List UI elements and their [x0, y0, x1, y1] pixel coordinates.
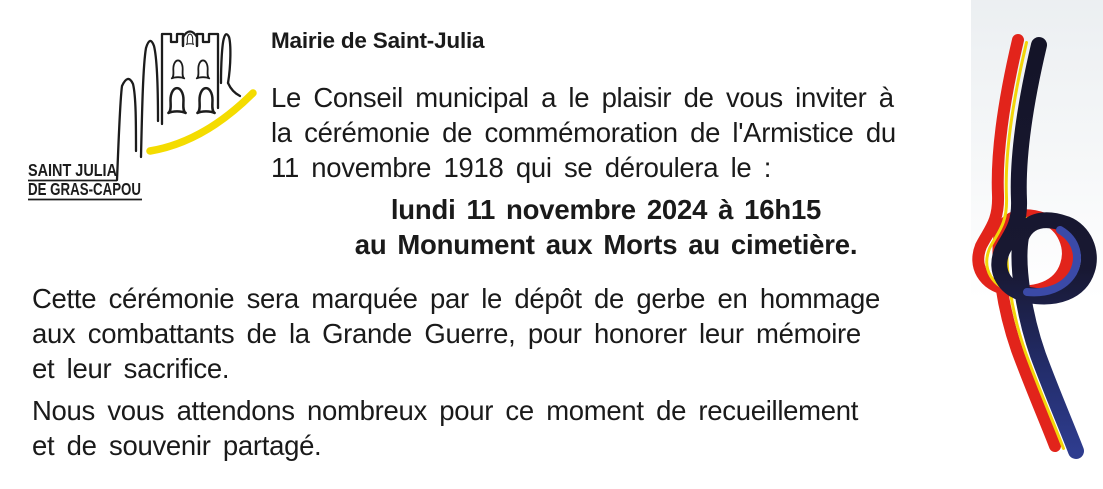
page-title: Mairie de Saint-Julia [271, 28, 485, 53]
bell-icon [197, 60, 209, 78]
yellow-swoosh [150, 93, 253, 151]
bell-icon [172, 60, 184, 78]
event-datetime-line: lundi 11 novembre 2024 à 16h15 [390, 194, 822, 225]
bell-icon [168, 88, 185, 113]
invitation-line: la cérémonie de commémoration de l'Armistice du [271, 117, 896, 148]
invitation-line: Le Conseil municipal a le plaisir de vous inviter à [271, 82, 894, 113]
tribute-paragraph [32, 281, 880, 386]
tribute-line: Cette cérémonie sera marquée par le dépôt de gerbe en hommage [32, 283, 881, 314]
event-details [250, 192, 962, 262]
closing-line: Nous vous attendons nombreux pour ce moment de recueillement [32, 395, 859, 426]
closing-paragraph [32, 393, 858, 463]
logo-name-line-1: SAINT JULIA [28, 160, 118, 180]
tribute-line: et leur sacrifice. [32, 353, 230, 384]
event-location-line: au Monument aux Morts au cimetière. [354, 229, 858, 260]
invitation-line: 11 novembre 1918 qui se déroulera le : [271, 152, 772, 183]
logo-name-line-2: DE GRAS-CAPOU [28, 179, 141, 199]
tricolor-ribbon [953, 0, 1103, 489]
tribute-line: aux combattants de la Grande Guerre, pour honorer leur mémoire [32, 318, 861, 349]
closing-line: et de souvenir partagé. [32, 430, 322, 461]
bell-icon [186, 34, 193, 44]
bell-icon [197, 88, 214, 113]
bell-tower-drawing [117, 32, 240, 181]
invitation-paragraph [271, 80, 896, 185]
town-logo [22, 20, 262, 210]
